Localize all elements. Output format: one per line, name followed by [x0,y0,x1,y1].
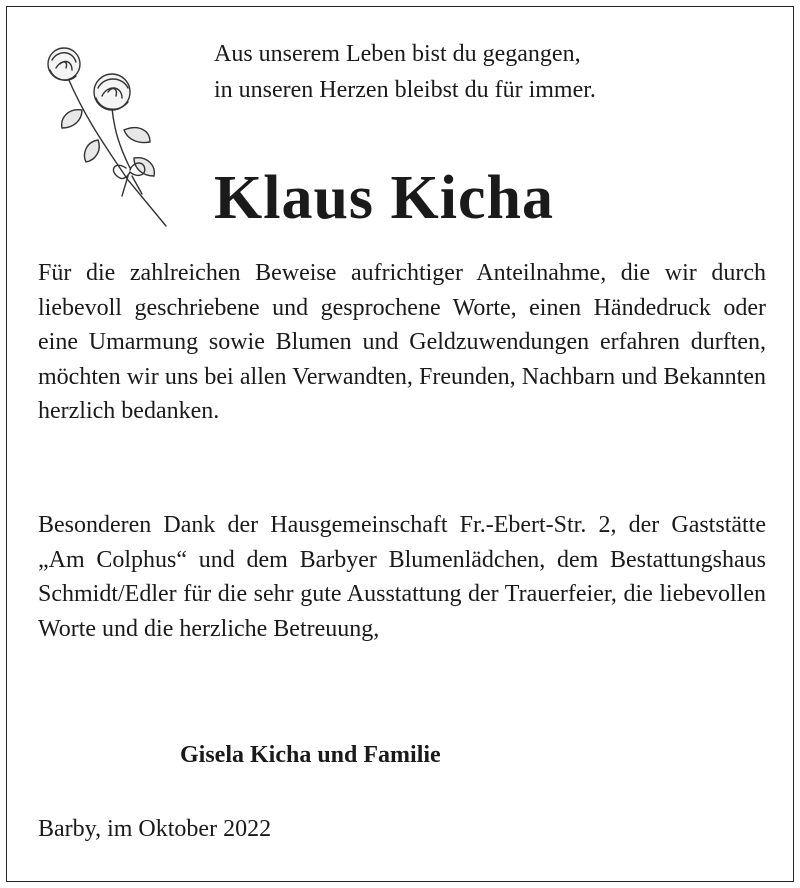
thanks-text: Für die zahlreichen Beweise aufrichtiger Anteilnahme, die wir durch liebevoll geschriebene und gesprochene Worte, einen Händedruck oder eine Umarmung sowie Blumen und Geldzuwendungen erfahren durften, möchten wir uns bei allen Verwandten, Freunden, Nachbarn und Bekannten herzlich bedanken. [38,260,766,425]
special-thanks-text: Besonderen Dank der Hausgemeinschaft Fr.-Ebert-Str. 2, der Gaststätte „Am Colphus“ und dem Barbyer Blumenlädchen, dem Bestattungshaus Schmidt/Edler für die sehr gute Ausstattung der Trauerfeier, die liebevollen Worte und die herzliche Betreuung, [38,512,766,642]
roses-icon [38,30,178,230]
deceased-name: Klaus Kicha [214,164,555,232]
motto-line-1: Aus unserem Leben bist du gegangen, [214,41,581,67]
motto [214,36,774,108]
place-date: Barby, im Oktober 2022 [38,816,272,842]
motto-line-2: in unseren Herzen bleibst du für immer. [214,77,596,103]
special-thanks-paragraph [38,508,766,646]
thanks-paragraph [38,256,766,429]
signature: Gisela Kicha und Familie [180,742,441,768]
